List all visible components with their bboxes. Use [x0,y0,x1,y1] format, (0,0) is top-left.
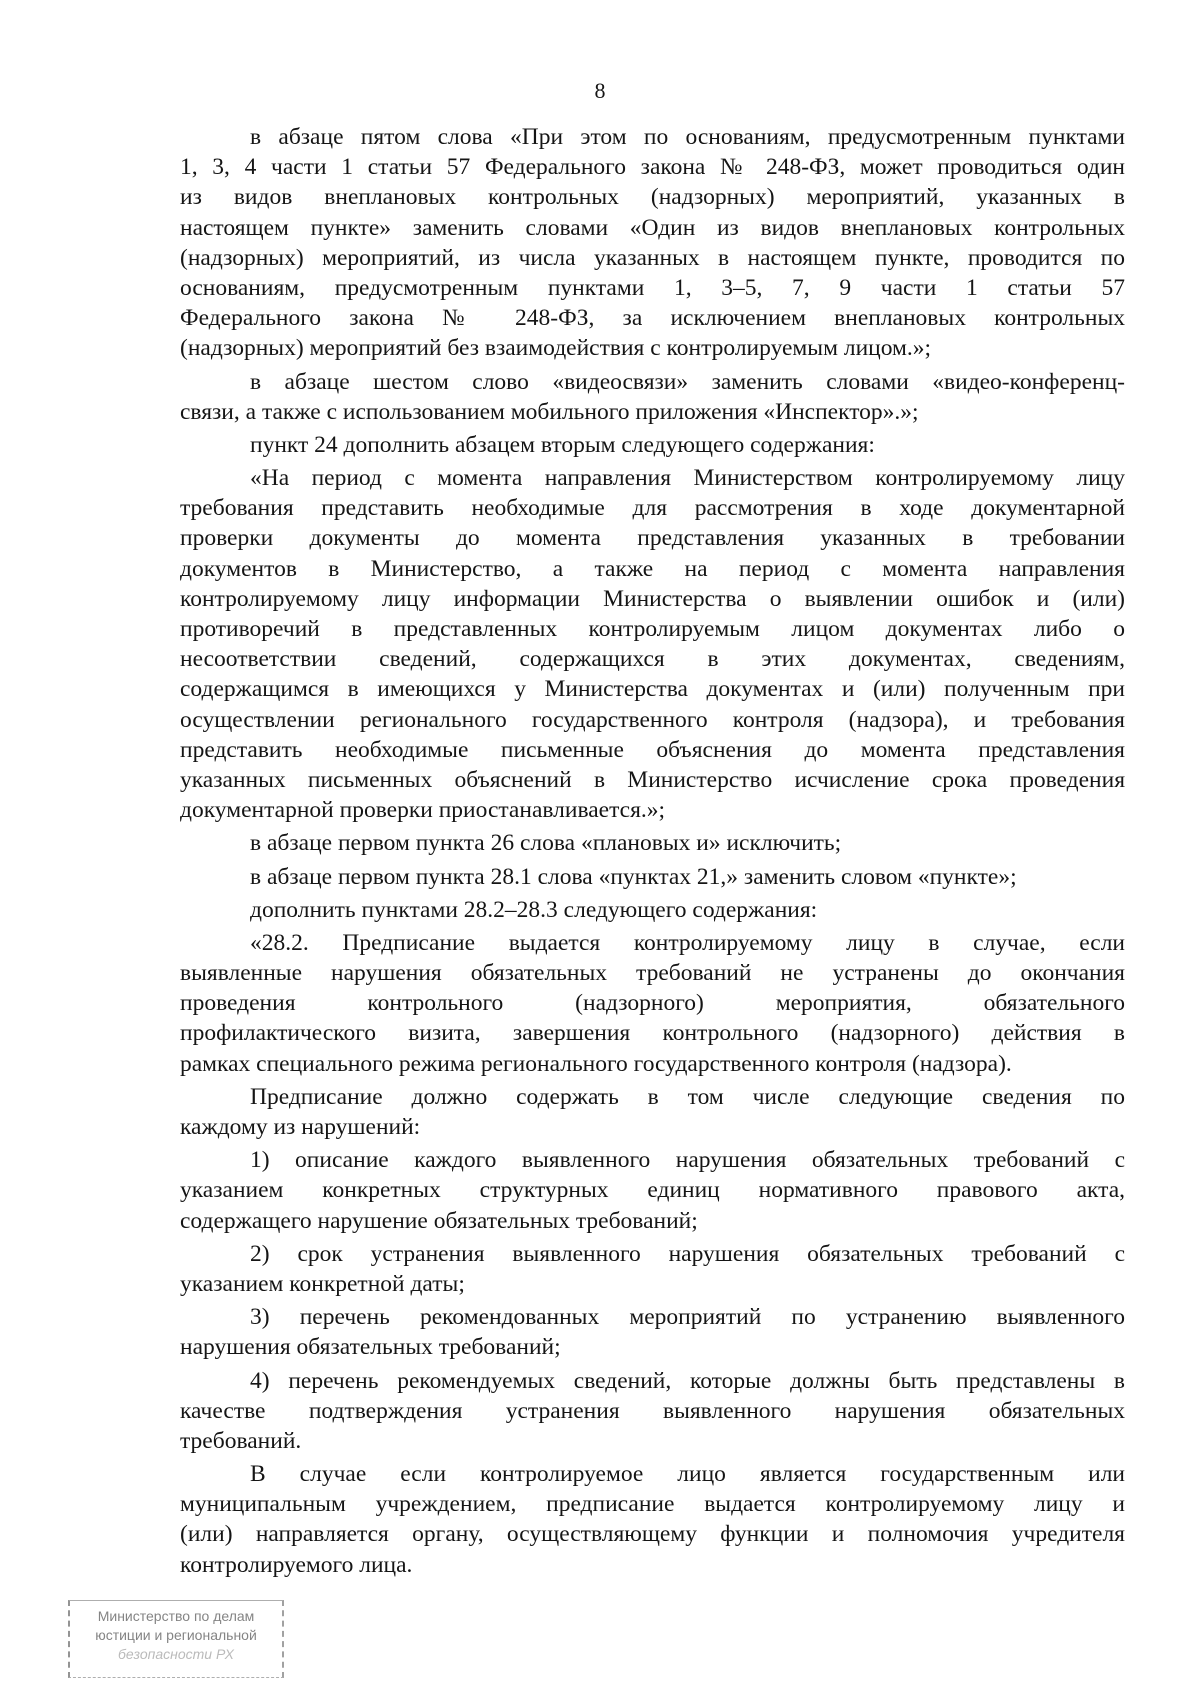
text-line: нарушения обязательных требований; [180,1334,561,1361]
text-line: «На период с момента направления Министерством контролируемому лицу [250,465,1125,492]
text-line: настоящем пункте» заменить словами «Один из видов внеплановых контрольных [180,214,1125,241]
text-line: указанием конкретных структурных единиц нормативного правового акта, [180,1177,1125,1204]
text-line: 2) срок устранения выявленного нарушения обязательных требований с [250,1240,1125,1267]
text-line: в абзаце первом пункта 26 слова «плановых и» исключить; [250,830,842,857]
text-line: муниципальным учреждением, предписание выдается контролируемому лицу и [180,1491,1125,1518]
registration-stamp [68,1600,284,1678]
text-line: Предписание должно содержать в том числе следующие сведения по [250,1083,1125,1110]
text-line: выявленные нарушения обязательных требований не устранены до окончания [180,960,1125,987]
text-line: представить необходимые письменные объяснения до момента представления [180,736,1125,763]
text-line: дополнить пунктами 28.2–28.3 следующего содержания: [250,896,818,923]
text-line: 4) перечень рекомендуемых сведений, которые должны быть представлены в [250,1367,1125,1394]
page-number: 8 [594,78,606,103]
text-line: содержащего нарушение обязательных требований; [180,1207,698,1234]
text-line: 3) перечень рекомендованных мероприятий по устранению выявленного [250,1304,1125,1331]
text-line: в абзаце первом пункта 28.1 слова «пунктах 21,» заменить словом «пункте»; [250,863,1017,890]
text-line: пункт 24 дополнить абзацем вторым следующего содержания: [250,431,875,458]
text-line: контролируемому лицу информации Министерства о выявлении ошибок и (или) [180,585,1125,612]
text-line: каждому из нарушений: [180,1114,421,1140]
text-line: требований. [180,1427,302,1454]
text-line: основаниям, предусмотренным пунктами 1, 3–5, 7, 9 части 1 статьи 57 [180,274,1125,301]
text-line: качестве подтверждения устранения выявленного нарушения обязательных [180,1397,1125,1424]
text-line: из видов внеплановых контрольных (надзорных) мероприятий, указанных в [180,184,1125,211]
text-line: проведения контрольного (надзорного) мероприятия, обязательного [180,990,1125,1017]
text-line: (надзорных) мероприятий, из числа указанных в настоящем пункте, проводится по [180,244,1125,271]
text-line: указанием конкретной даты; [180,1270,465,1297]
document-body [180,122,1125,1580]
text-line: (надзорных) мероприятий без взаимодействия с контролируемым лицом.»; [180,335,932,362]
text-line: (или) направляется органу, осуществляющему функции и полномочия учредителя [180,1521,1125,1548]
stamp-line: безопасности РХ [117,1646,234,1662]
text-line: в абзаце пятом слова «При этом по основаниям, предусмотренным пунктами [250,124,1125,150]
text-line: связи, а также с использованием мобильного приложения «Инспектор».»; [180,398,919,425]
text-line: профилактического визита, завершения контрольного (надзорного) действия в [180,1020,1125,1047]
text-line: противоречий в представленных контролируемым лицом документах либо о [180,616,1125,642]
text-line: указанных письменных объяснений в Министерство исчисление срока проведения [180,766,1125,793]
text-line: «28.2. Предписание выдается контролируемому лицу в случае, если [250,929,1125,956]
text-line: 1) описание каждого выявленного нарушения обязательных требований с [250,1147,1125,1174]
text-line: несоответствии сведений, содержащихся в этих документах, сведениям, [180,646,1125,673]
stamp-line: Министерство по делам [97,1608,255,1624]
text-line: осуществлении регионального государственного контроля (надзора), и требования [180,706,1125,733]
text-line: Федерального закона № 248-ФЗ, за исключением внеплановых контрольных [180,305,1125,332]
text-line: содержащимся в имеющихся у Министерства документах и (или) полученным при [180,676,1125,703]
text-line: документов в Министерство, а также на период с момента направления [180,555,1125,582]
text-line: контролируемого лица. [180,1551,413,1578]
text-line: 1, 3, 4 части 1 статьи 57 Федерального закона № 248-ФЗ, может проводиться один [180,154,1125,181]
text-line: рамках специального режима регионального государственного контроля (надзора). [180,1050,1012,1077]
text-line: требования представить необходимые для рассмотрения в ходе документарной [180,495,1125,522]
stamp-line: юстиции и региональной [95,1627,257,1643]
text-line: в абзаце шестом слово «видеосвязи» заменить словами «видео-конференц- [250,368,1125,395]
text-line: проверки документы до момента представления указанных в требовании [180,525,1125,552]
text-line: документарной проверки приостанавливается.»; [180,797,666,824]
text-line: В случае если контролируемое лицо является государственным или [250,1461,1125,1488]
